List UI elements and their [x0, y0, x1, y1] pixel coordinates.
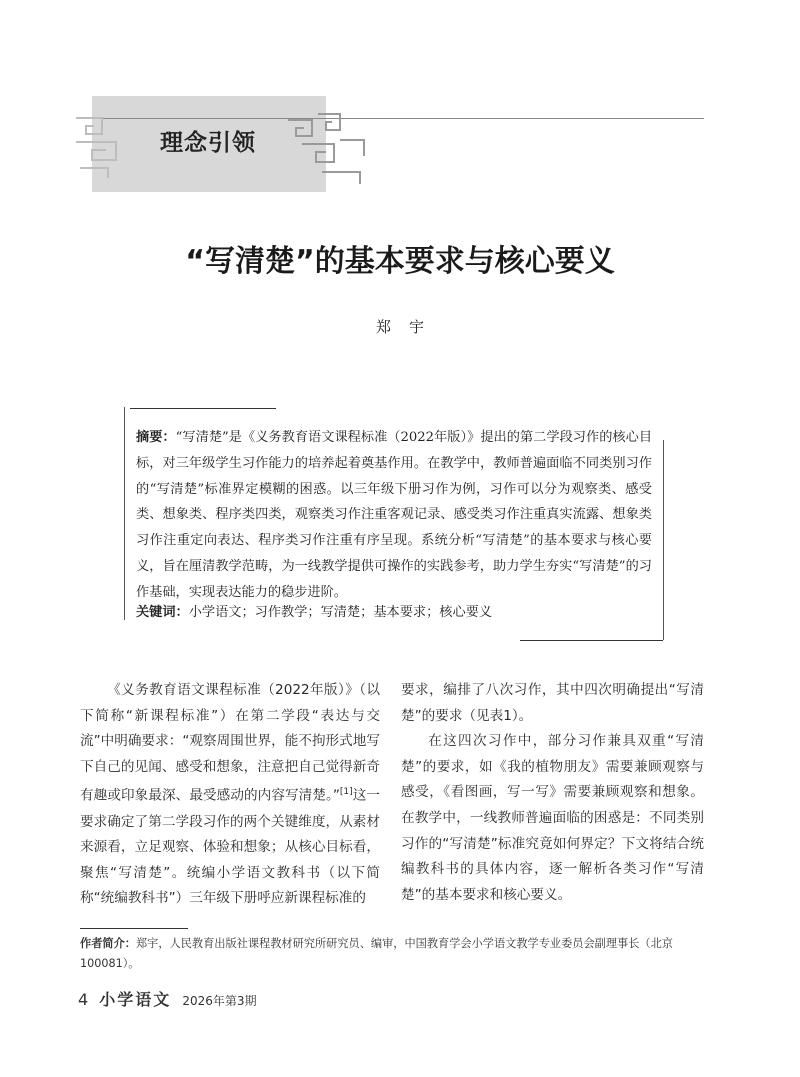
section-title: 理念引领	[160, 130, 256, 156]
footnote-rule	[80, 928, 188, 929]
body-column-left	[80, 678, 380, 912]
body-paragraph: 要求，编排了八次习作，其中四次明确提出“写清楚”的要求（见表1）。	[401, 682, 704, 724]
abstract-frame-right	[663, 440, 664, 640]
keywords-label: 关键词：	[136, 605, 189, 620]
page-number: 4	[78, 990, 89, 1009]
meander-ornament-left	[72, 112, 120, 182]
footnote-text: 郑宇，人民教育出版社课程教材研究所研究员、编审，中国教育学会小学语文教学专业委员会副理事长（北京 100081）。	[80, 937, 685, 970]
abstract	[136, 425, 652, 606]
keywords-text: 小学语文；习作教学；写清楚；基本要求；核心要义	[188, 605, 493, 620]
body-paragraph	[80, 678, 380, 912]
abstract-text: “写清楚”是《义务教育语文课程标准（2022年版）》提出的第二学段习作的核心目标，对三年级学生习作能力的培养起着奠基作用。在教学中，教师普遍面临不同类别习作的“写清楚”标准界定模糊的困惑。以三年级下册习作为例，习作可以分为观察类、感受类、想象类、程序类四类，观察类习作注重客观记录、感受类习作注重真实流露、想象类习作注重定向表达、程序类习作注重有序呈现。系统分析“写清楚”的基本要求与核心要义，旨在厘清教学范畴，为一线教学提供可操作的实践参考，助力学生夯实“写清楚”的习作基础，实现表达能力的稳步进阶。	[136, 430, 653, 600]
article-title: “写清楚”的基本要求与核心要义	[185, 244, 615, 279]
abstract-label: 摘要：	[136, 430, 176, 445]
abstract-frame-top	[130, 408, 276, 409]
body-column-right	[401, 678, 704, 908]
keywords	[136, 600, 652, 626]
author-footnote	[80, 934, 704, 974]
citation-ref[interactable]: [1]	[339, 787, 353, 798]
abstract-frame-left	[124, 407, 125, 620]
header-rule	[92, 118, 704, 119]
body-text: 《义务教育语文课程标准（2022年版）》（以下简称“新课程标准”）在第二学段“表达与交流”中明确要求：“观察周围世界，能不拘形式地写下自己的见闻、感受和想象，注意把自己觉得新奇有趣或印象最深、最受感动的内容写清楚。”	[80, 682, 380, 804]
meander-ornament-right	[282, 100, 372, 190]
abstract-frame-bottom	[520, 640, 663, 641]
page-footer	[78, 987, 257, 1010]
body-paragraph: 在这四次习作中，部分习作兼具双重“写清楚”的要求，如《我的植物朋友》需要兼顾观察与感受，《看图画，写一写》需要兼顾观察和想象。在教学中，一线教师普遍面临的困惑是：不同类别习作的“写清楚”标准究竟如何界定？下文将结合统编教科书的具体内容，逐一解析各类习作“写清楚”的基本要求和核心要义。	[401, 733, 704, 903]
footnote-label: 作者简介：	[80, 937, 136, 950]
author-name: 郑宇	[375, 318, 442, 336]
issue-label: 2026年第3期	[182, 994, 257, 1008]
journal-name: 小学语文	[99, 990, 172, 1009]
body-text: 这一要求确定了第二学段习作的两个关键维度，从素材来源看，立足观察、体验和想象；从核心目标看，聚焦“写清楚”。统编小学语文教科书（以下简称“统编教科书”）三年级下册呼应新课程标准的	[80, 787, 381, 907]
